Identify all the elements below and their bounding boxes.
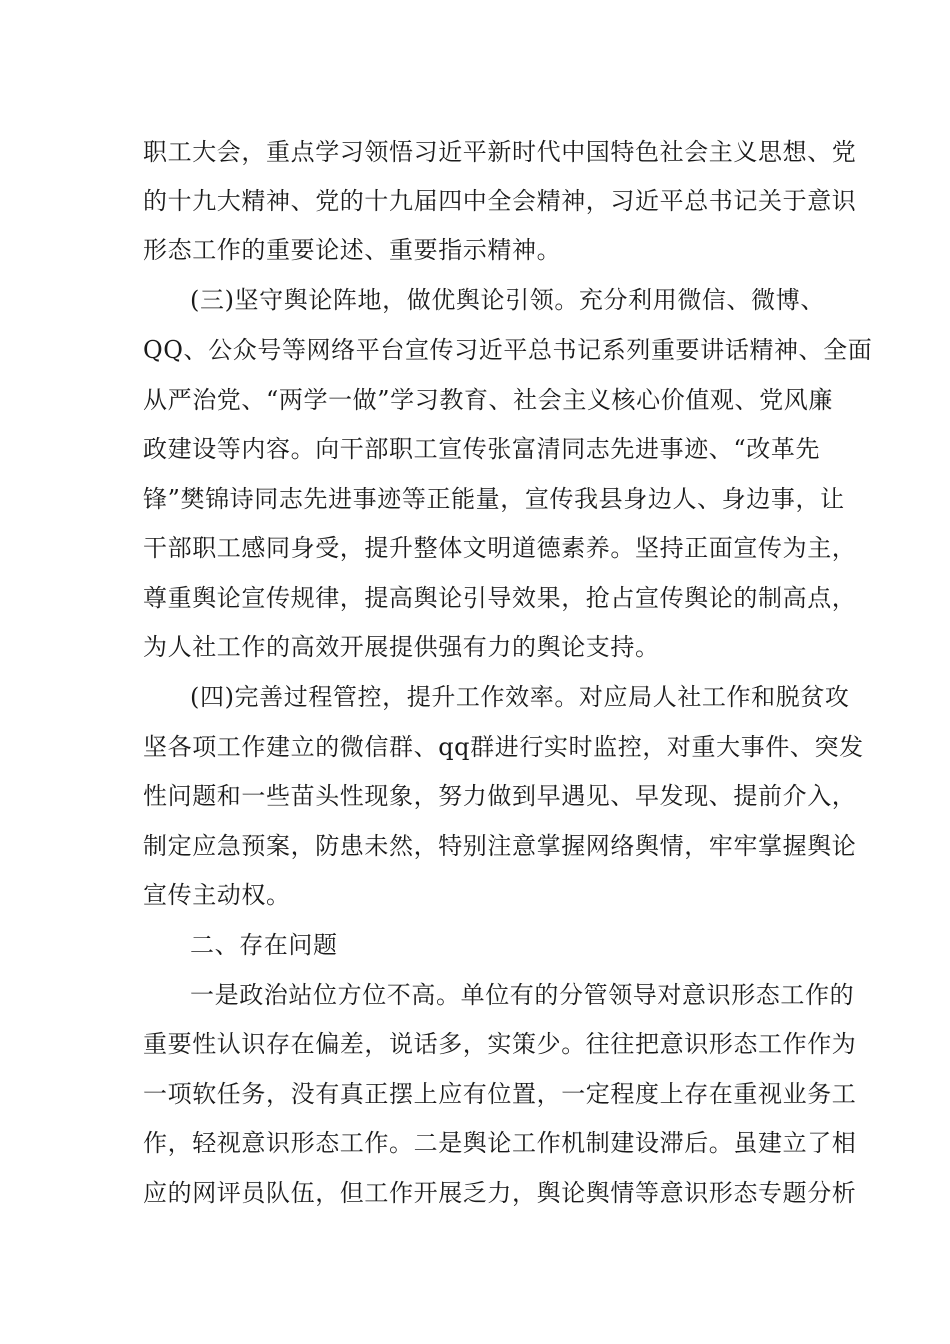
text-line: 性问题和一些苗头性现象，努力做到早遇见、早发现、提前介入， [143, 782, 857, 810]
paragraph-start-line: (三)坚守舆论阵地，做优舆论引领。充分利用微信、微博、 [190, 286, 825, 314]
text-line: 作，轻视意识形态工作。二是舆论工作机制建设滞后。虽建立了相 [143, 1129, 857, 1157]
text-line: QQ、公众号等网络平台宣传习近平总书记系列重要讲话精神、全面 [143, 336, 873, 364]
paragraph-start-line: 一是政治站位方位不高。单位有的分管领导对意识形态工作的 [190, 981, 855, 1009]
text-line: 坚各项工作建立的微信群、qq群进行实时监控，对重大事件、突发 [143, 733, 864, 761]
text-line: 政建设等内容。向干部职工宣传张富清同志先进事迹、“改革先 [143, 435, 821, 463]
text-line: 从严治党、“两学一做”学习教育、社会主义核心价值观、党风廉 [143, 386, 833, 414]
text-line: 尊重舆论宣传规律，提高舆论引导效果，抢占宣传舆论的制高点， [143, 584, 857, 612]
text-line: 宣传主动权。 [143, 881, 291, 909]
text-line: 的十九大精神、党的十九届四中全会精神，习近平总书记关于意识 [143, 187, 857, 215]
text-line: 形态工作的重要论述、重要指示精神。 [143, 236, 562, 264]
section-heading: 二、存在问题 [190, 931, 338, 959]
text-line: 锋”樊锦诗同志先进事迹等正能量，宣传我县身边人、身边事，让 [143, 485, 845, 513]
text-line: 职工大会，重点学习领悟习近平新时代中国特色社会主义思想、党 [143, 138, 857, 166]
paragraph-start-line: (四)完善过程管控，提升工作效率。对应局人社工作和脱贫攻 [190, 683, 850, 711]
text-line: 制定应急预案，防患未然，特别注意掌握网络舆情，牢牢掌握舆论 [143, 832, 857, 860]
text-line: 应的网评员队伍，但工作开展乏力，舆论舆情等意识形态专题分析 [143, 1179, 857, 1207]
text-line: 为人社工作的高效开展提供强有力的舆论支持。 [143, 633, 660, 661]
text-line: 干部职工感同身受，提升整体文明道德素养。坚持正面宣传为主， [143, 534, 857, 562]
text-line: 一项软任务，没有真正摆上应有位置，一定程度上存在重视业务工 [143, 1080, 857, 1108]
text-line: 重要性认识存在偏差，说话多，实策少。往往把意识形态工作作为 [143, 1030, 857, 1058]
